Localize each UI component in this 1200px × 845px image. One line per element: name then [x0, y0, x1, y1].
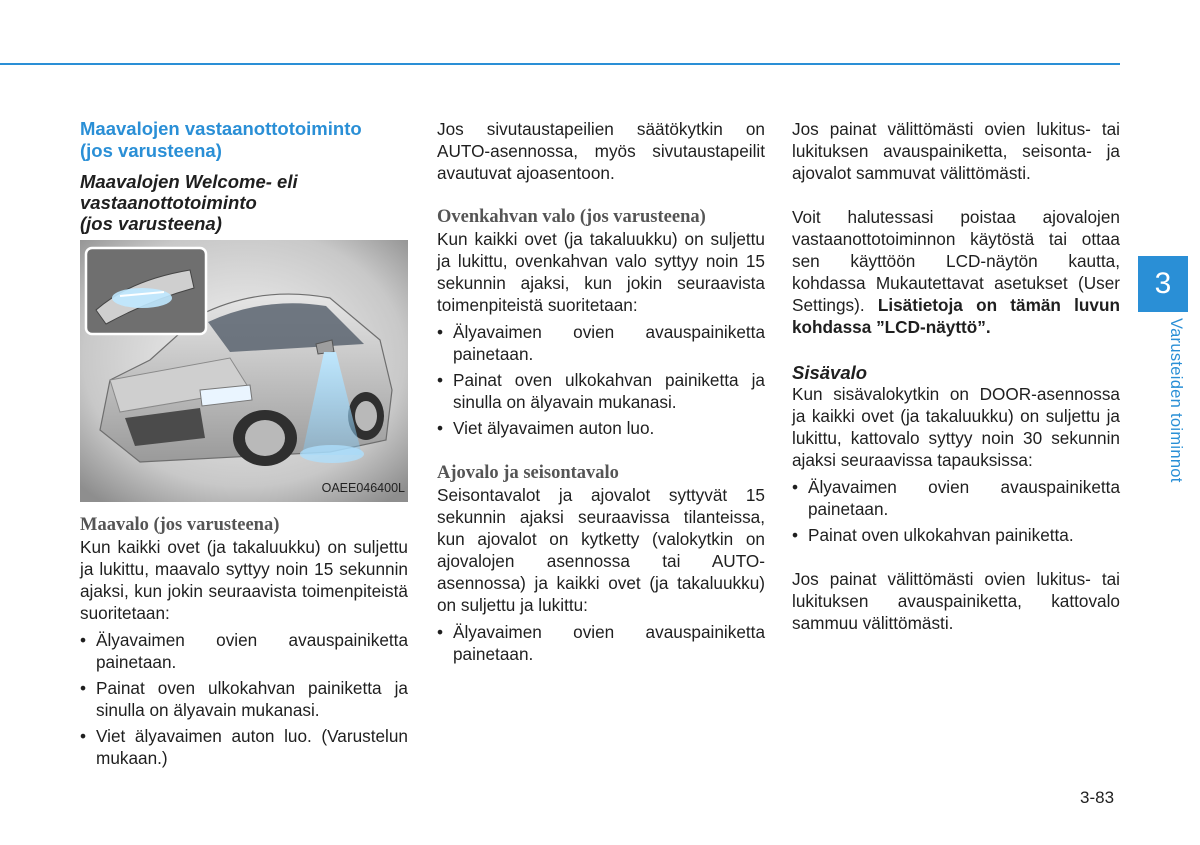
column-3	[792, 118, 1120, 634]
heading-ground-light: Maavalo (jos varusteena)	[80, 515, 280, 535]
chapter-title: Varusteiden toiminnot	[1167, 318, 1185, 483]
subheading-line-1: Maavalojen Welcome- eli	[80, 171, 298, 192]
section-title-line-2: (jos varusteena)	[80, 140, 222, 161]
list-item: • Painat oven ulkokahvan painiketta ja sinulla on älyavain mukanasi.	[80, 677, 408, 721]
interior-light-off-paragraph: Jos painat välittömästi ovien lukitus- tai lukituksen avauspainiketta, kattovalo sammuu välittömästi.	[792, 569, 1120, 633]
list-item: • Älyavaimen ovien avauspainiketta painetaan.	[437, 321, 765, 365]
subheading-line-3: (jos varusteena)	[80, 213, 222, 234]
column-1	[80, 118, 408, 769]
headlight-bullets	[437, 621, 765, 665]
heading-door-handle-light: Ovenkahvan valo (jos varusteena)	[437, 207, 706, 227]
lights-off-paragraph: Jos painat välittömästi ovien lukitus- tai lukituksen avauspainiketta, seisonta- ja ajovalot sammuvat välittömästi.	[792, 119, 1120, 183]
top-rule	[0, 63, 1120, 65]
list-item: • Viet älyavaimen auton luo. (Varustelun mukaan.)	[80, 725, 408, 769]
list-item: • Älyavaimen ovien avauspainiketta painetaan.	[437, 621, 765, 665]
section-title	[80, 118, 408, 162]
ground-light-paragraph: Kun kaikki ovet (ja takaluukku) on suljettu ja lukittu, maavalo syttyy noin 15 sekunnin ajaksi, kun jokin seuraavista toimenpiteistä suoritetaan:	[80, 537, 408, 623]
heading-headlight-position-light: Ajovalo ja seisontavalo	[437, 463, 619, 483]
chapter-tab: 3	[1138, 256, 1188, 312]
settings-reference: Lisätietoja on tämän luvun kohdassa ”LCD-näyttö”.	[792, 295, 1120, 337]
figure-caption: OAEE046400L	[321, 481, 405, 495]
list-item: • Painat oven ulkokahvan painiketta.	[792, 524, 1120, 546]
mirror-intro-paragraph: Jos sivutaustapeilien säätökytkin on AUTO-asennossa, myös sivutaustapeilit avautuvat ajoasentoon.	[437, 119, 765, 183]
page-number: 3-83	[1080, 788, 1115, 807]
heading-interior-light: Sisävalo	[792, 362, 868, 383]
section-title-line-1: Maavalojen vastaanottotoiminto	[80, 118, 362, 139]
subheading	[80, 171, 408, 234]
interior-light-bullets	[792, 476, 1120, 546]
car-illustration	[80, 240, 408, 502]
settings-paragraph	[792, 206, 1120, 338]
settings-text: Voit halutessasi poistaa ajovalojen vastaanottotoiminnon käytöstä tai ottaa sen käyttöön LCD-näytön kautta, kohdassa Mukautettavat asetukset (User Settings).	[792, 207, 1120, 315]
list-item: • Painat oven ulkokahvan painiketta ja sinulla on älyavain mukanasi.	[437, 369, 765, 413]
subheading-line-2: vastaanottotoiminto	[80, 192, 257, 213]
column-2	[437, 118, 765, 665]
ground-light-bullets	[80, 629, 408, 769]
list-item: • Viet älyavaimen auton luo.	[437, 417, 765, 439]
interior-light-paragraph: Kun sisävalokytkin on DOOR-asennossa ja kaikki ovet (ja takaluukku) on suljettu ja lukittu, kattovalo syttyy noin 30 sekunnin ajaksi seuraavissa tapauksissa:	[792, 384, 1120, 470]
list-item: • Älyavaimen ovien avauspainiketta painetaan.	[80, 629, 408, 673]
headlight-paragraph: Seisontavalot ja ajovalot syttyvät 15 sekunnin ajaksi seuraavissa tilanteissa, kun ajovalot on kytketty (valokytkin on ajovalojen asennossa tai AUTO-asennossa) ja kaikki ovet (ja takaluukku) on suljettu ja lukittu:	[437, 485, 765, 615]
door-handle-paragraph: Kun kaikki ovet (ja takaluukku) on suljettu ja lukittu, ovenkahvan valo syttyy noin 15 sekunnin ajaksi, kun jokin seuraavista toimenpiteistä suoritetaan:	[437, 229, 765, 315]
door-handle-bullets	[437, 321, 765, 439]
list-item: • Älyavaimen ovien avauspainiketta painetaan.	[792, 476, 1120, 520]
car-illustration-image	[80, 240, 408, 502]
